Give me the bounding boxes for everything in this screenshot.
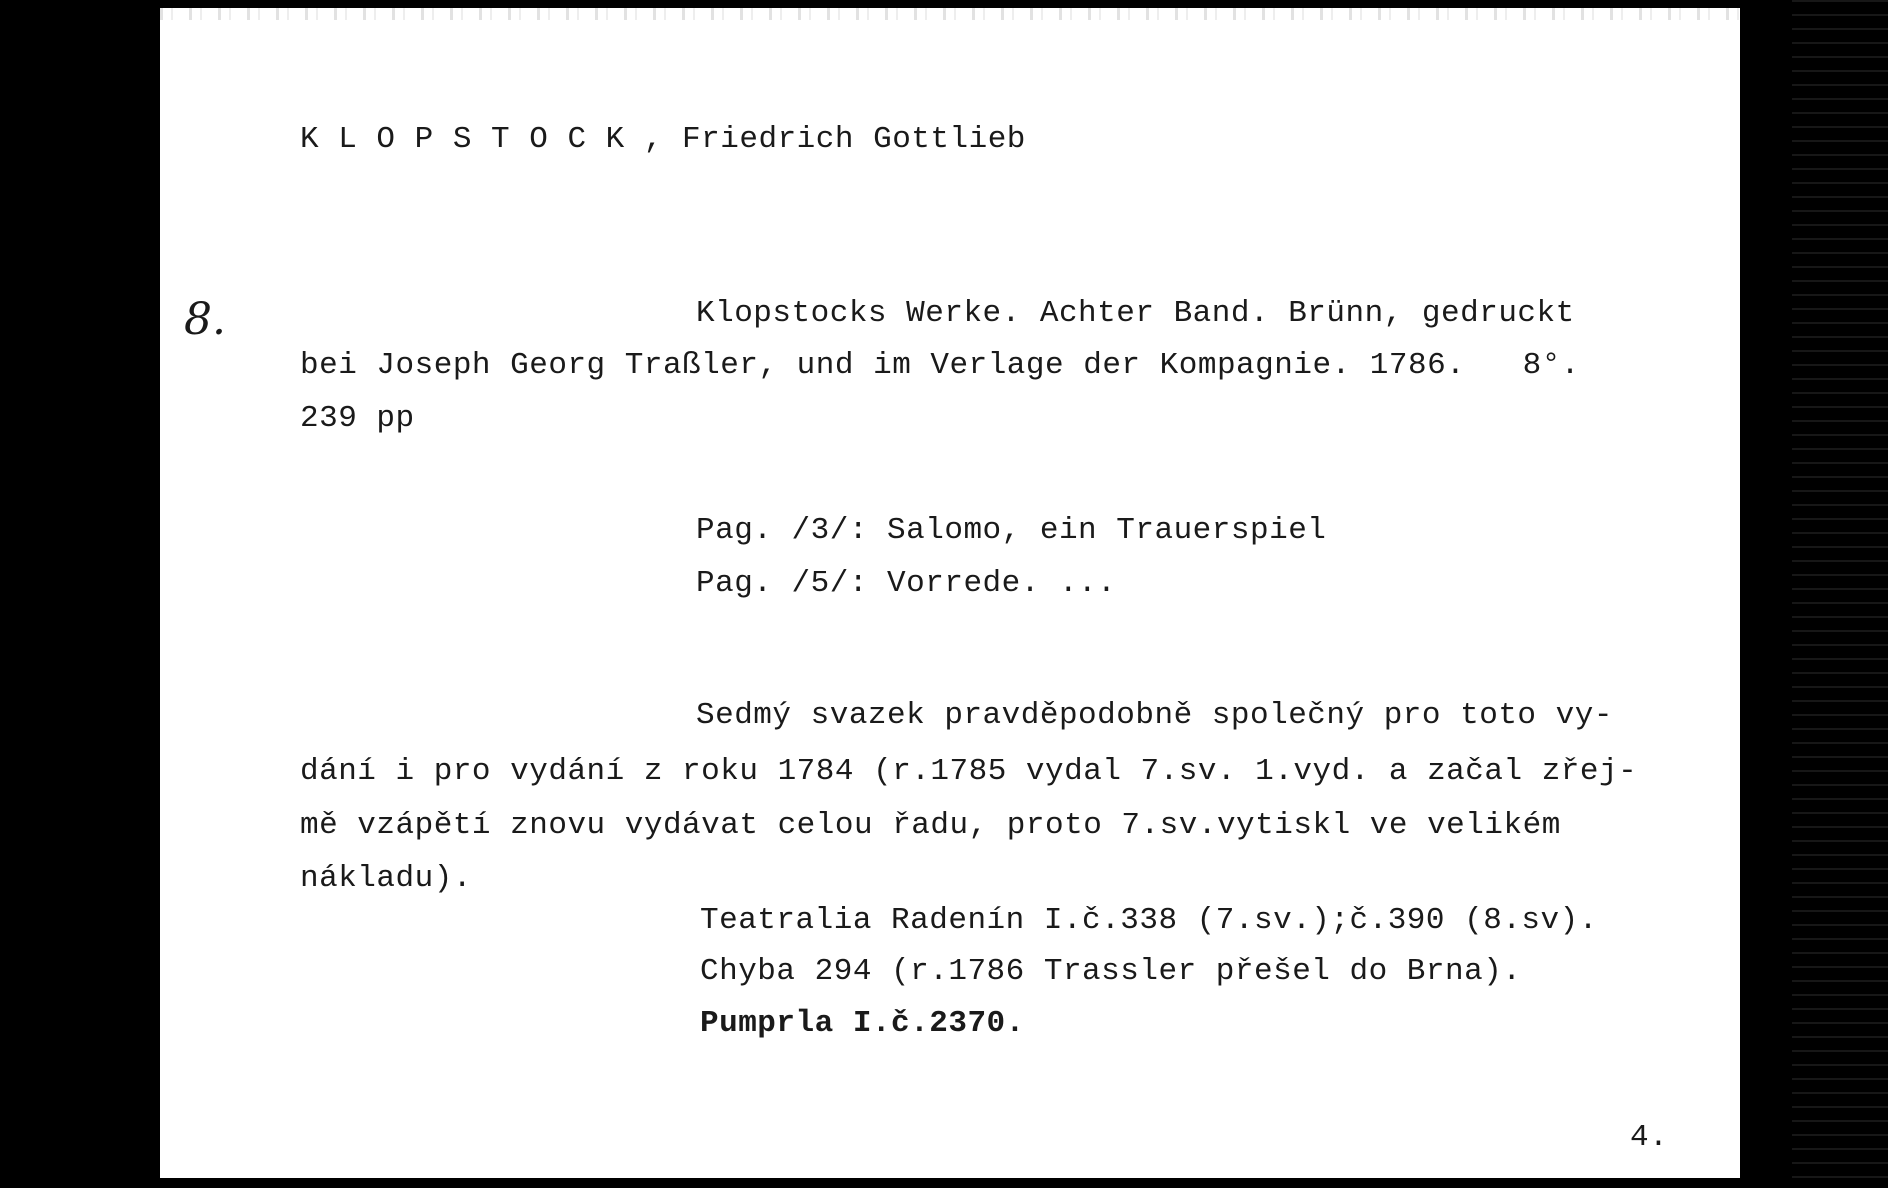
entry-line-2: bei Joseph Georg Traßler, und im Verlage der Kompagnie. 1786. 8°. bbox=[300, 348, 1580, 383]
contents-line-1: Pag. /3/: Salomo, ein Trauerspiel bbox=[696, 513, 1327, 548]
handwritten-mark: 8. bbox=[184, 294, 226, 345]
note-line-3: mě vzápětí znovu vydávat celou řadu, proto 7.sv.vytiskl ve velikém bbox=[300, 808, 1561, 843]
reference-line-2: Chyba 294 (r.1786 Trassler přešel do Brna). bbox=[700, 954, 1522, 989]
entry-line-3: 239 pp bbox=[300, 401, 415, 436]
note-line-2: dání i pro vydání z roku 1784 (r.1785 vydal 7.sv. 1.vyd. a začal zřej- bbox=[300, 754, 1638, 789]
card-number: 4. bbox=[1630, 1120, 1669, 1155]
scan-edge-noise bbox=[1792, 0, 1888, 1188]
reference-line-3: Pumprla I.č.2370. bbox=[700, 1006, 1025, 1041]
reference-line-1: Teatralia Radenín I.č.338 (7.sv.);č.390 (8.sv). bbox=[700, 903, 1598, 938]
entry-line-1: Klopstocks Werke. Achter Band. Brünn, gedruckt bbox=[696, 296, 1575, 331]
catalog-card bbox=[160, 8, 1740, 1178]
card-heading: K L O P S T O C K , Friedrich Gottlieb bbox=[300, 122, 1026, 157]
contents-line-2: Pag. /5/: Vorrede. ... bbox=[696, 566, 1117, 601]
note-line-1: Sedmý svazek pravděpodobně společný pro toto vy- bbox=[696, 698, 1613, 733]
scan-top-edge bbox=[160, 8, 1740, 20]
note-line-4: nákladu). bbox=[300, 861, 472, 896]
